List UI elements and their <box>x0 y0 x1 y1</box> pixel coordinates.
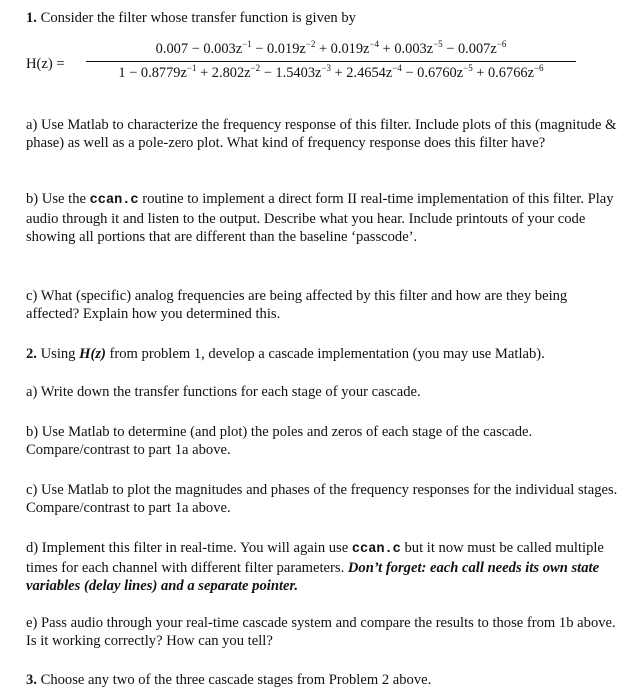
transfer-function-equation <box>26 34 626 96</box>
problem-1a: a) Use Matlab to characterize the frequency response of this filter. Include plots of this (magnitude & phase) as well as a pole-zero plot. What kind of frequency response does this filter have? <box>26 117 617 151</box>
problem-3-number: 3. <box>26 672 37 688</box>
hz-symbol: H(z) <box>79 346 106 362</box>
problem-1b: b) Use the ccan.c routine to implement a direct form II real-time implementation of this filter. Play audio through it and listen to the output. Describe what you hear. Include printouts of your code showing all portions that are different than the baseline ‘passcode’. <box>26 191 614 245</box>
problem-2-intro: 2. Using H(z) from problem 1, develop a cascade implementation (you may use Matlab). <box>26 346 545 362</box>
equation-fraction <box>86 34 576 82</box>
dont-forget-note: Don’t forget: each call needs its own state variables (delay lines) and a separate pointer. <box>26 560 600 594</box>
problem-1-intro-text: Consider the filter whose transfer function is given by <box>40 10 356 26</box>
problem-1c: c) What (specific) analog frequencies are being affected by this filter and how are they being affected? Explain how you determined this. <box>26 288 568 322</box>
equation-lhs: H(z) = <box>26 56 65 72</box>
problem-3: 3. Choose any two of the three cascade stages from Problem 2 above. <box>26 672 432 688</box>
equation-numerator: $0.007 - 0.003z^{-1} - 0.019z^{-2} + 0.019z^{-4} + 0.003z^{-5} - 0.007z^{-6}$ <box>155 39 507 57</box>
problem-2b: b) Use Matlab to determine (and plot) the poles and zeros of each stage of the cascade. Compare/contrast to part 1a above. <box>26 424 533 458</box>
problem-2e: e) Pass audio through your real-time cascade system and compare the results to those from 1b above. Is it working correctly? How can you tell? <box>26 615 616 649</box>
code-ccan: ccan.c <box>89 193 139 208</box>
problem-1-number: 1. <box>26 10 37 26</box>
problem-2a: a) Write down the transfer functions for each stage of your cascade. <box>26 384 421 400</box>
problem-2-number: 2. <box>26 346 37 362</box>
problem-2c: c) Use Matlab to plot the magnitudes and phases of the frequency responses for the individual stages. Compare/contrast to part 1a above. <box>26 482 618 516</box>
fraction-bar <box>86 61 576 62</box>
equation-denominator: $1 - 0.8779z^{-1} + 2.802z^{-2} - 1.5403z^{-3} + 2.4654z^{-4} - 0.6760z^{-5} + 0.6766z^{-6}$ <box>118 63 544 81</box>
problem-1-intro <box>26 9 624 27</box>
problem-2d: d) Implement this filter in real-time. You will again use ccan.c but it now must be called multiple times for each channel with different filter parameters. Don’t forget: each call needs its own state variables (delay lines) and a separate pointer. <box>26 540 604 594</box>
code-ccan: ccan.c <box>351 542 401 557</box>
